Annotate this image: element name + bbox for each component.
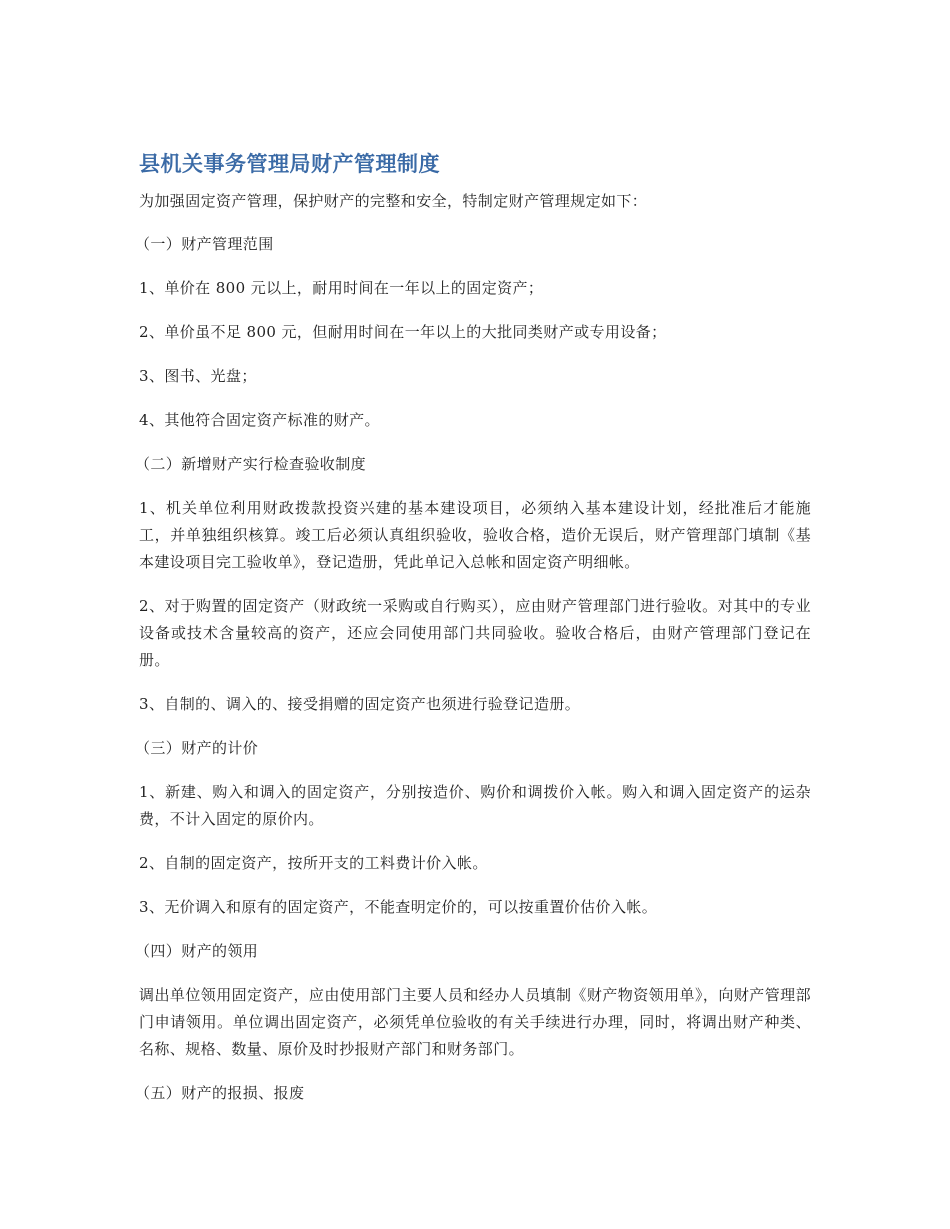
section-heading: （二）新增财产实行检查验收制度: [135, 455, 367, 473]
intro-paragraph: 为加强固定资产管理，保护财产的完整和安全，特制定财产管理规定如下：: [139, 192, 648, 210]
section-item: 2、自制的固定资产，按所开支的工料费计价入帐。: [139, 854, 488, 872]
section-5: [135, 1080, 811, 1107]
section-heading: （三）财产的计价: [135, 739, 259, 757]
section-heading: （一）财产管理范围: [135, 235, 274, 253]
section-1: [135, 231, 811, 434]
section-4: [135, 938, 811, 1063]
section-item: 1、机关单位利用财政拨款投资兴建的基本建设项目，必须纳入基本建设计划，经批准后才能施工，并单独组织核算。竣工后必须认真组织验收，验收合格，造价无误后，财产管理部门填制《基本建设项目完工验收单》，登记造册，凭此单记入总帐和固定资产明细帐。: [139, 499, 811, 571]
document-page: [135, 148, 811, 1124]
section-item: 调出单位领用固定资产，应由使用部门主要人员和经办人员填制《财产物资领用单》，向财产管理部门申请领用。单位调出固定资产，必须凭单位验收的有关手续进行办理，同时，将调出财产种类、名称、规格、数量、原价及时抄报财产部门和财务部门。: [139, 986, 811, 1058]
section-item: 3、图书、光盘；: [139, 367, 257, 385]
section-item: 1、新建、购入和调入的固定资产，分别按造价、购价和调拨价入帐。购入和调入固定资产的运杂费，不计入固定的原价内。: [139, 783, 811, 828]
section-item: 2、单价虽不足 800 元，但耐用时间在一年以上的大批同类财产或专用设备；: [139, 323, 667, 341]
section-item: 4、其他符合固定资产标准的财产。: [139, 411, 380, 429]
section-3: [135, 735, 811, 921]
document-title: 县机关事务管理局财产管理制度: [139, 152, 440, 176]
section-item: 1、单价在 800 元以上，耐用时间在一年以上的固定资产；: [139, 279, 544, 297]
section-item: 2、对于购置的固定资产（财政统一采购或自行购买），应由财产管理部门进行验收。对其中的专业设备或技术含量较高的资产，还应会同使用部门共同验收。验收合格后，由财产管理部门登记在册。: [139, 597, 811, 669]
section-2: [135, 451, 811, 718]
section-heading: （五）财产的报损、报废: [135, 1084, 305, 1102]
section-item: 3、无价调入和原有的固定资产，不能查明定价的，可以按重置价估价入帐。: [139, 898, 658, 916]
section-heading: （四）财产的领用: [135, 942, 259, 960]
section-item: 3、自制的、调入的、接受捐赠的固定资产也须进行验登记造册。: [139, 695, 581, 713]
